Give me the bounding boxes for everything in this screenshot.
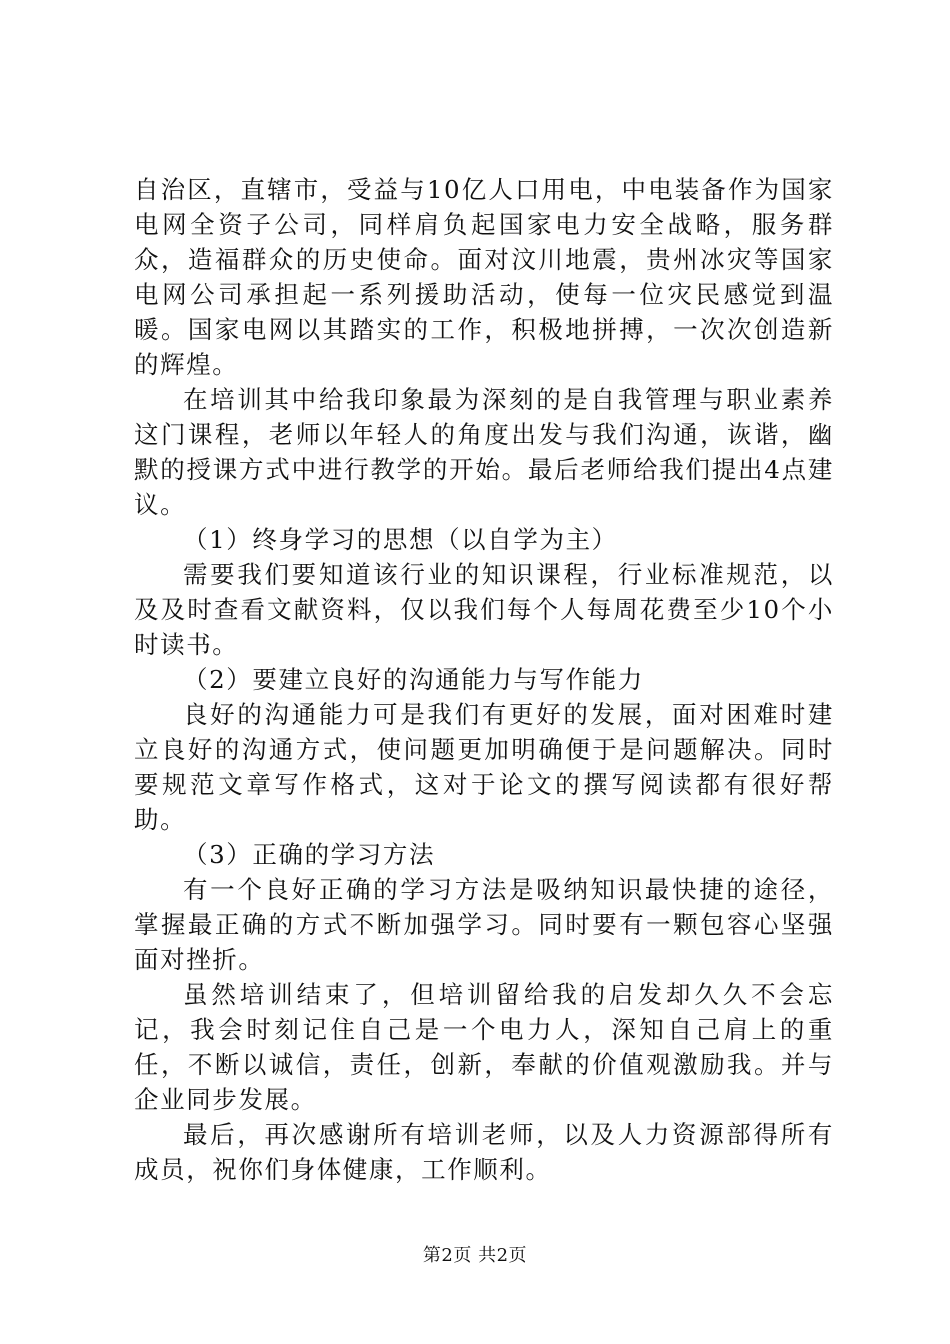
document-body xyxy=(134,172,834,1187)
paragraph-training-impression: 在培训其中给我印象最为深刻的是自我管理与职业素养这门课程，老师以年轻人的角度出发与我们沟通，诙谐，幽默的授课方式中进行教学的开始。最后老师给我们提出4点建议。 xyxy=(134,385,834,519)
suggestion-body-2: 良好的沟通能力可是我们有更好的发展，面对困难时建立良好的沟通方式，使问题更加明确便于是问题解决。同时要规范文章写作格式，这对于论文的撰写阅读都有很好帮助。 xyxy=(134,700,834,834)
suggestion-heading-1: （1）终身学习的思想（以自学为主） xyxy=(183,525,618,554)
suggestion-heading-3: （3）正确的学习方法 xyxy=(183,840,436,869)
paragraph-intro: 自治区，直辖市，受益与10亿人口用电，中电装备作为国家电网全资子公司，同样肩负起国家电力安全战略，服务群众，造福群众的历史使命。面对汶川地震，贵州冰灾等国家电网公司承担起一系列援助活动，使每一位灾民感觉到温暖。国家电网以其踏实的工作，积极地拼搏，一次次创造新的辉煌。 xyxy=(134,175,834,379)
suggestion-heading-2: （2）要建立良好的沟通能力与写作能力 xyxy=(183,665,644,694)
page-number-footer: 第2页 共2页 xyxy=(422,1245,528,1266)
paragraph-thanks: 最后，再次感谢所有培训老师，以及人力资源部得所有成员，祝你们身体健康，工作顺利。 xyxy=(134,1120,834,1184)
suggestion-body-1: 需要我们要知道该行业的知识课程，行业标准规范，以及及时查看文献资料，仅以我们每个人每周花费至少10个小时读书。 xyxy=(134,560,834,659)
suggestion-body-3: 有一个良好正确的学习方法是吸纳知识最快捷的途径，掌握最正确的方式不断加强学习。同时要有一颗包容心坚强面对挫折。 xyxy=(134,875,834,974)
paragraph-reflection: 虽然培训结束了，但培训留给我的启发却久久不会忘记，我会时刻记住自己是一个电力人，深知自己肩上的重任，不断以诚信，责任，创新，奉献的价值观激励我。并与企业同步发展。 xyxy=(134,980,834,1114)
